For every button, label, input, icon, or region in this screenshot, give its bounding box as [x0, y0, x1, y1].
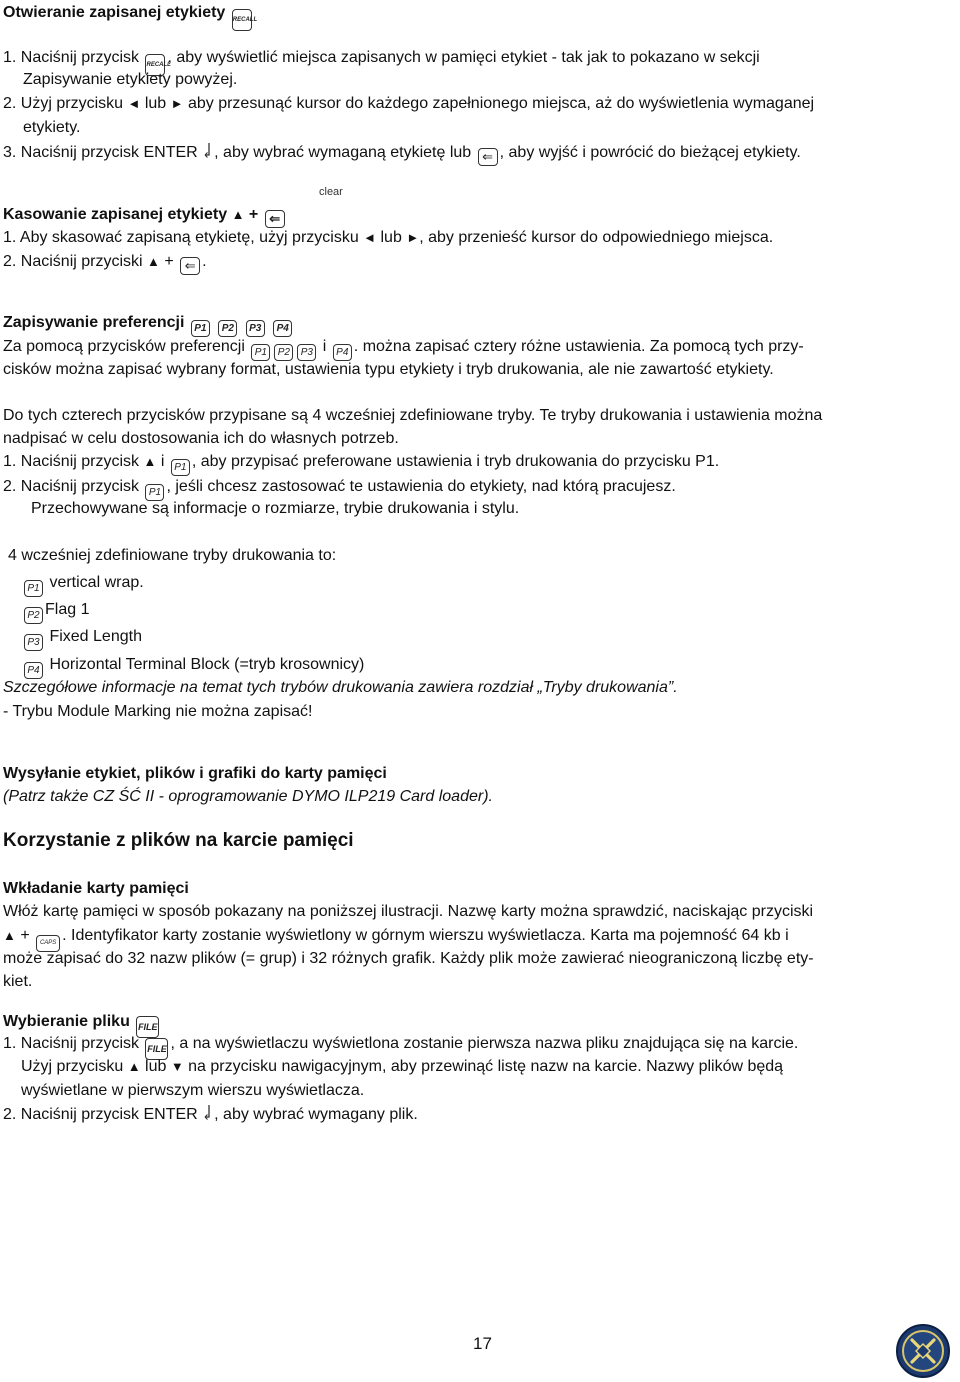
- p1-key-icon: P1: [24, 580, 43, 597]
- recall-step-2-cont: etykiety.: [23, 119, 81, 136]
- p2-key-icon: P2: [24, 607, 43, 624]
- recall-step-1-cont: Zapisywanie etykiety powyżej.: [23, 71, 238, 88]
- p1-key-icon: P1: [145, 484, 164, 501]
- clear-key-icon: ⇐: [180, 257, 200, 275]
- p4-key-icon: P4: [333, 344, 352, 361]
- mode-p2: P2 Flag 1: [22, 600, 89, 624]
- send-section-title: Wysyłanie etykiet, plików i grafiki do karty pamięci: [3, 765, 387, 782]
- p1-key-icon: P1: [171, 459, 190, 476]
- insert-card-line-1: Włóż kartę pamięci w sposób pokazany na poniższej ilustracji. Nazwę karty można sprawdzić, naciskając przyciski: [3, 903, 814, 920]
- prefs-line-2: cisków można zapisać wybrany format, ustawienia typu etykiety i tryb drukowania, ale nie zawartość etykiety.: [3, 361, 774, 378]
- p3-key-icon: P3: [246, 320, 265, 337]
- file-key-icon: FILE: [136, 1016, 159, 1038]
- select-file-step-1-c: wyświetlane w pierwszym wierszu wyświetlacza.: [21, 1082, 365, 1099]
- send-section-note: (Patrz także CZ ŚĆ II - oprogramowanie DYMO ILP219 Card loader).: [3, 788, 493, 805]
- clear-key-icon: ⇐: [265, 210, 285, 228]
- select-file-step-1-b: Użyj przycisku ▲ lub ▼ na przycisku nawigacyjnym, aby przewinąć listę nazw na karcie. Nazwy plików będą: [21, 1058, 784, 1075]
- up-arrow-icon: ▲: [147, 254, 160, 269]
- p2-key-icon: P2: [218, 320, 237, 337]
- p4-key-icon: P4: [273, 320, 292, 337]
- prefs-step-2: 2. Naciśnij przycisk P1 , jeśli chcesz zastosować te ustawienia do etykiety, nad którą pracujesz.: [3, 477, 676, 501]
- prefs-para2-line-1: Do tych czterech przycisków przypisane są 4 wcześniej zdefiniowane tryby. Te tryby drukowania i ustawienia można: [3, 407, 823, 424]
- p2-key-icon: P2: [274, 344, 293, 361]
- dymo-logo-icon: [895, 1323, 951, 1379]
- insert-card-line-4: kiet.: [3, 973, 33, 990]
- prefs-section-title: Zapisywanie preferencji P1 P2 P3 P4: [3, 313, 294, 337]
- clear-key-icon: ⇐: [478, 148, 498, 166]
- delete-step-2: 2. Naciśnij przyciski ▲ + ⇐ .: [3, 253, 207, 273]
- delete-step-1: 1. Aby skasować zapisaną etykietę, użyj przycisku ◄ lub ►, aby przenieść kursor do odpowiedniego miejsca.: [3, 229, 774, 246]
- left-arrow-icon: ◄: [363, 230, 377, 245]
- prefs-line-1: Za pomocą przycisków preferencji P1 P2 P3 i P4 . można zapisać cztery różne ustawienia. Za pomocą tych przy-: [3, 337, 804, 361]
- p4-key-icon: P4: [24, 662, 43, 679]
- enter-key-icon: [204, 1104, 212, 1122]
- insert-card-line-3: może zapisać do 32 nazw plików (= grup) i 32 różnych grafik. Każdy plik może zawierać nieograniczoną liczbę ety-: [3, 950, 814, 967]
- recall-key-icon: RECALL: [232, 9, 252, 31]
- right-arrow-icon: ►: [406, 230, 420, 245]
- insert-card-title: Wkładanie karty pamięci: [3, 880, 189, 897]
- recall-key-icon: RECALL: [145, 54, 165, 76]
- prefs-step-1: 1. Naciśnij przycisk ▲ i P1 , aby przypisać preferowane ustawienia i tryb drukowania do przycisku P1.: [3, 452, 719, 476]
- modes-intro: 4 wcześniej zdefiniowane tryby drukowania to:: [8, 547, 337, 564]
- file-key-icon: FILE: [145, 1038, 168, 1060]
- recall-step-2: 2. Użyj przycisku ◄ lub ► aby przesunąć kursor do każdego zapełnionego miejsca, aż do wyświetlenia wymaganej: [3, 95, 815, 112]
- p3-key-icon: P3: [24, 634, 43, 651]
- up-arrow-icon: ▲: [127, 1059, 141, 1074]
- down-arrow-icon: ▼: [170, 1059, 184, 1074]
- p1-key-icon: P1: [191, 320, 210, 337]
- delete-section-title: Kasowanie zapisanej etykiety ▲ + ⇐: [3, 205, 287, 228]
- insert-card-line-2: ▲ + CAPS . Identyfikator karty zostanie wyświetlony w górnym wierszu wyświetlacza. Karta ma pojemność 64 kb i: [3, 926, 789, 952]
- card-section-title: Korzystanie z plików na karcie pamięci: [3, 830, 354, 851]
- mode-p1: P1 vertical wrap.: [22, 573, 144, 597]
- modes-details-note: Szczegółowe informacje na temat tych trybów drukowania zawiera rozdział „Tryby drukowania”.: [3, 679, 678, 696]
- module-marking-note: - Trybu Module Marking nie można zapisać!: [3, 703, 313, 720]
- up-arrow-icon: ▲: [143, 454, 157, 469]
- left-arrow-icon: ◄: [127, 96, 141, 111]
- p1-key-icon: P1: [251, 344, 270, 361]
- right-arrow-icon: ►: [170, 96, 184, 111]
- caps-key-icon: CAPS: [36, 935, 60, 952]
- enter-key-icon: [204, 142, 212, 160]
- recall-section-title: Otwieranie zapisanej etykiety RECALL: [3, 3, 254, 31]
- mode-p4: P4 Horizontal Terminal Block (=tryb krosownicy): [22, 655, 364, 679]
- page-number: 17: [473, 1334, 492, 1353]
- select-file-title: Wybieranie pliku FILE: [3, 1012, 161, 1038]
- clear-label: clear: [319, 186, 343, 198]
- select-file-step-1: 1. Naciśnij przycisk FILE , a na wyświetlaczu wyświetlona zostanie pierwsza nazwa pliku znajdująca się na karcie.: [3, 1034, 798, 1060]
- prefs-para2-line-2: nadpisać w celu dostosowania ich do własnych potrzeb.: [3, 430, 399, 447]
- p3-key-icon: P3: [297, 344, 316, 361]
- select-file-step-2: 2. Naciśnij przycisk ENTER , aby wybrać wymagany plik.: [3, 1106, 418, 1123]
- mode-p3: P3 Fixed Length: [22, 627, 142, 651]
- recall-step-3: 3. Naciśnij przycisk ENTER , aby wybrać wymaganą etykietę lub ⇐ , aby wyjść i powrócić do bieżącej etykiety.: [3, 144, 801, 164]
- recall-step-1: 1. Naciśnij przycisk RECALL, aby wyświetlić miejsca zapisanych w pamięci etykiet - tak jak to pokazano w sekcji: [3, 48, 760, 76]
- up-arrow-icon: ▲: [231, 207, 245, 222]
- up-arrow-icon: ▲: [3, 928, 16, 943]
- prefs-step-2-cont: Przechowywane są informacje o rozmiarze, trybie drukowania i stylu.: [31, 500, 520, 517]
